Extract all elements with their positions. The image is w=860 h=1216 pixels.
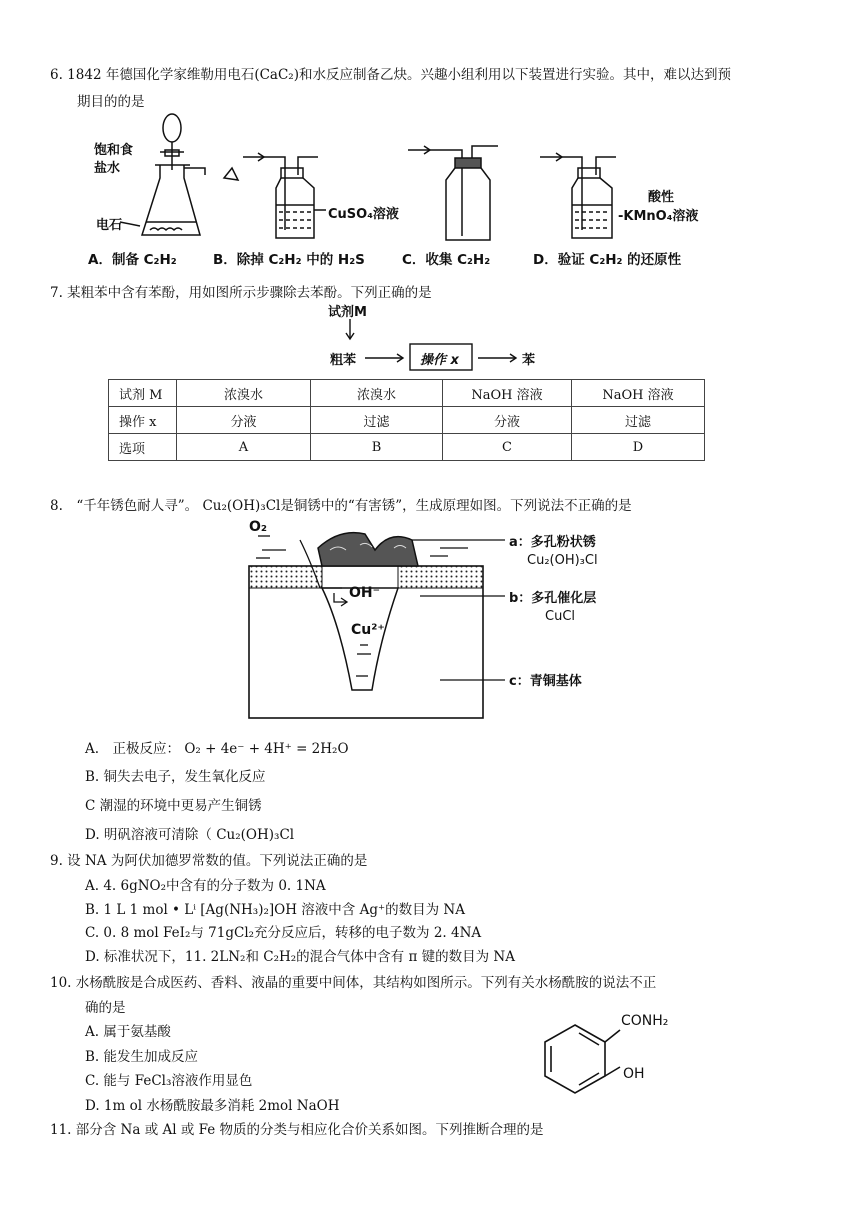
- table-cell: D: [572, 434, 705, 461]
- diagram-label-b2: CuCl: [545, 609, 576, 624]
- table-cell: A: [177, 434, 311, 461]
- table-cell: 分液: [443, 407, 572, 434]
- flow-operation: 操作 x: [420, 353, 459, 368]
- q10-option-b: B. 能发生加成反应: [85, 1049, 199, 1065]
- diagram-label-b1: b：多孔催化层: [509, 591, 597, 606]
- q9-option-c: C. 0. 8 mol FeI₂与 71gCl₂充分反应后，转移的电子数为 2. 4NA: [85, 925, 482, 941]
- q10-option-a: A. 属于氨基酸: [85, 1024, 171, 1040]
- q8-option-b: B. 铜失去电子，发生氧化反应: [85, 769, 266, 785]
- table-cell: B: [311, 434, 443, 461]
- flow-input: 粗苯: [330, 353, 357, 368]
- label-kmno4: -KMnO₄溶液: [618, 209, 699, 224]
- q8-option-d: D. 明矾溶液可清除（ Cu₂(OH)₃Cl: [85, 827, 295, 843]
- table-cell: C: [443, 434, 572, 461]
- structure-group-conh2: CONH₂: [621, 1013, 669, 1029]
- label-brine-1: 饱和食: [94, 143, 134, 158]
- q10-stem-line1: 10. 水杨酰胺是合成医药、香料、液晶的重要中间体，其结构如图所示。下列有关水杨酰胺的说法不正: [50, 975, 657, 991]
- table-cell: 浓溴水: [177, 380, 311, 407]
- label-cuso4: CuSO₄溶液: [328, 207, 399, 222]
- structure-group-oh: OH: [623, 1066, 645, 1082]
- caption-c: C．收集 C₂H₂: [402, 252, 491, 268]
- table-cell: 浓溴水: [311, 380, 443, 407]
- table-cell: 过滤: [311, 407, 443, 434]
- q10-option-d: D. 1m ol 水杨酰胺最多消耗 2mol NaOH: [85, 1098, 340, 1114]
- table-cell: 选项: [109, 434, 177, 461]
- diagram-label-a1: a：多孔粉状锈: [509, 535, 596, 550]
- q6-stem-line1: 6. 1842 年德国化学家维勒用电石(CaC₂)和水反应制备乙炔。兴趣小组利用以下装置进行实验。其中，难以达到预: [50, 67, 731, 83]
- label-brine-2: 盐水: [94, 161, 121, 176]
- table-cell: 过滤: [572, 407, 705, 434]
- flow-output: 苯: [522, 353, 536, 368]
- label-carbide: 电石: [96, 218, 123, 233]
- caption-a: A．制备 C₂H₂: [88, 252, 177, 268]
- q9-option-a: A. 4. 6gNO₂中含有的分子数为 0. 1NA: [85, 878, 326, 894]
- diagram-label-a2: Cu₂(OH)₃Cl: [527, 553, 598, 568]
- q10-stem-line2: 确的是: [85, 1000, 126, 1016]
- diagram-cu: Cu²⁺: [351, 622, 385, 638]
- q6-stem-line2: 期目的的是: [77, 94, 145, 110]
- caption-d: D．验证 C₂H₂ 的还原性: [533, 252, 682, 268]
- q8-option-a: A. 正极反应： O₂ + 4e⁻ + 4H⁺ = 2H₂O: [85, 741, 349, 757]
- diagram-label-c: c：青铜基体: [509, 674, 582, 689]
- table-cell: 试剂 M: [109, 380, 177, 407]
- label-acidic: 酸性: [648, 190, 675, 205]
- q10-option-c: C. 能与 FeCl₃溶液作用显色: [85, 1073, 253, 1089]
- table-cell: NaOH 溶液: [572, 380, 705, 407]
- q8-option-c: C 潮湿的环境中更易产生铜锈: [85, 798, 262, 814]
- q11-stem: 11. 部分含 Na 或 Al 或 Fe 物质的分类与相应化合价关系如图。下列推断合理的是: [50, 1122, 544, 1138]
- q7-stem: 7. 某粗苯中含有苯酚，用如图所示步骤除去苯酚。下列正确的是: [50, 285, 432, 301]
- table-cell: NaOH 溶液: [443, 380, 572, 407]
- diagram-o2: O₂: [249, 519, 268, 535]
- table-cell: 分液: [177, 407, 311, 434]
- q9-stem: 9. 设 NA 为阿伏加德罗常数的值。下列说法正确的是: [50, 853, 368, 869]
- table-cell: 操作 x: [109, 407, 177, 434]
- flow-reagent: 试剂M: [328, 305, 367, 320]
- q9-option-d: D. 标准状况下，11. 2LN₂和 C₂H₂的混合气体中含有 π 键的数目为 NA: [85, 949, 515, 965]
- q9-option-b: B. 1 L 1 mol • Lⁱ [Ag(NH₃)₂]OH 溶液中含 Ag⁺的数目为 NA: [85, 902, 465, 918]
- caption-b: B．除掉 C₂H₂ 中的 H₂S: [213, 252, 365, 268]
- q8-stem: 8. “千年锈色耐人寻”。 Cu₂(OH)₃Cl是铜锈中的“有害锈”，生成原理如图。下列说法不正确的是: [50, 498, 632, 514]
- diagram-oh: OH⁻: [349, 585, 381, 601]
